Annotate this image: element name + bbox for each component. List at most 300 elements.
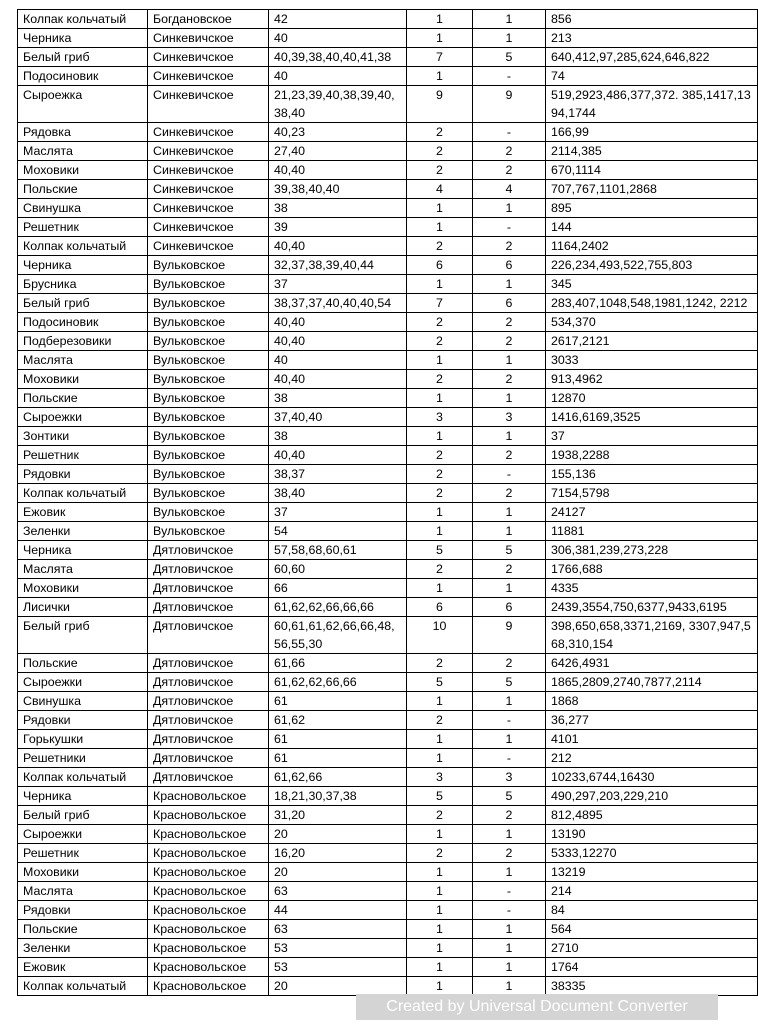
stand-ages-cell: 40 <box>269 29 407 48</box>
count-cell-2: 6 <box>473 294 546 313</box>
species-cell: Польские <box>18 180 148 199</box>
count-cell: 1 <box>407 10 473 29</box>
table-row <box>18 863 758 882</box>
stand-ages-cell: 32,37,38,39,40,44 <box>269 256 407 275</box>
count-cell-2: 4 <box>473 180 546 199</box>
count-cell: 6 <box>407 598 473 617</box>
table-row <box>18 939 758 958</box>
table-row <box>18 617 758 654</box>
table-row <box>18 123 758 142</box>
values-cell: 144 <box>546 218 758 237</box>
count-cell: 1 <box>407 67 473 86</box>
table-row <box>18 484 758 503</box>
table-row <box>18 920 758 939</box>
stand-ages-cell: 61,62 <box>269 711 407 730</box>
stand-ages-cell: 21,23,39,40,38,39,40, 38,40 <box>269 86 407 123</box>
table-row <box>18 673 758 692</box>
values-cell: 534,370 <box>546 313 758 332</box>
values-cell: 564 <box>546 920 758 939</box>
values-cell: 13190 <box>546 825 758 844</box>
table-row <box>18 313 758 332</box>
stand-ages-cell: 61,62,62,66,66,66 <box>269 598 407 617</box>
table-row <box>18 958 758 977</box>
count-cell-2: 3 <box>473 408 546 427</box>
species-cell: Зеленки <box>18 939 148 958</box>
count-cell: 2 <box>407 654 473 673</box>
species-cell: Рядовка <box>18 123 148 142</box>
site-cell: Дятловичское <box>148 560 269 579</box>
site-cell: Вульковское <box>148 446 269 465</box>
site-cell: Дятловичское <box>148 579 269 598</box>
count-cell-2: 6 <box>473 256 546 275</box>
count-cell: 1 <box>407 730 473 749</box>
stand-ages-cell: 39 <box>269 218 407 237</box>
table-row <box>18 142 758 161</box>
count-cell-2: 1 <box>473 825 546 844</box>
species-cell: Сыроежки <box>18 408 148 427</box>
stand-ages-cell: 38 <box>269 427 407 446</box>
species-cell: Маслята <box>18 142 148 161</box>
count-cell-2: 2 <box>473 332 546 351</box>
species-cell: Колпак кольчатый <box>18 977 148 996</box>
count-cell: 2 <box>407 332 473 351</box>
count-cell: 1 <box>407 29 473 48</box>
site-cell: Синкевичское <box>148 237 269 256</box>
species-cell: Зонтики <box>18 427 148 446</box>
stand-ages-cell: 61,66 <box>269 654 407 673</box>
site-cell: Красновольское <box>148 787 269 806</box>
values-cell: 1938,2288 <box>546 446 758 465</box>
species-cell: Рядовки <box>18 465 148 484</box>
count-cell: 1 <box>407 882 473 901</box>
table-row <box>18 218 758 237</box>
species-cell: Колпак кольчатый <box>18 237 148 256</box>
values-cell: 213 <box>546 29 758 48</box>
table-row <box>18 86 758 123</box>
count-cell-2: 1 <box>473 863 546 882</box>
count-cell-2: 1 <box>473 503 546 522</box>
species-cell: Моховики <box>18 579 148 598</box>
count-cell: 1 <box>407 863 473 882</box>
table-row <box>18 692 758 711</box>
site-cell: Синкевичское <box>148 199 269 218</box>
count-cell-2: - <box>473 749 546 768</box>
site-cell: Красновольское <box>148 977 269 996</box>
count-cell-2: 1 <box>473 351 546 370</box>
count-cell-2: - <box>473 218 546 237</box>
site-cell: Вульковское <box>148 275 269 294</box>
stand-ages-cell: 38 <box>269 199 407 218</box>
table-row <box>18 370 758 389</box>
count-cell: 2 <box>407 123 473 142</box>
count-cell: 1 <box>407 351 473 370</box>
count-cell: 1 <box>407 901 473 920</box>
site-cell: Вульковское <box>148 294 269 313</box>
count-cell: 1 <box>407 825 473 844</box>
species-cell: Колпак кольчатый <box>18 484 148 503</box>
site-cell: Синкевичское <box>148 48 269 67</box>
table-row <box>18 768 758 787</box>
values-cell: 2710 <box>546 939 758 958</box>
site-cell: Дятловичское <box>148 617 269 654</box>
stand-ages-cell: 37 <box>269 503 407 522</box>
site-cell: Синкевичское <box>148 142 269 161</box>
count-cell: 1 <box>407 275 473 294</box>
count-cell-2: 2 <box>473 142 546 161</box>
table-row <box>18 10 758 29</box>
site-cell: Вульковское <box>148 484 269 503</box>
species-cell: Лисички <box>18 598 148 617</box>
count-cell: 3 <box>407 768 473 787</box>
stand-ages-cell: 40,39,38,40,40,41,38 <box>269 48 407 67</box>
species-cell: Подосиновик <box>18 313 148 332</box>
species-cell: Рядовки <box>18 901 148 920</box>
count-cell-2: 9 <box>473 617 546 654</box>
site-cell: Вульковское <box>148 256 269 275</box>
count-cell: 1 <box>407 218 473 237</box>
stand-ages-cell: 38,37,37,40,40,40,54 <box>269 294 407 313</box>
table-row <box>18 29 758 48</box>
count-cell: 1 <box>407 427 473 446</box>
stand-ages-cell: 40,40 <box>269 237 407 256</box>
table-row <box>18 806 758 825</box>
values-cell: 2617,2121 <box>546 332 758 351</box>
values-cell: 895 <box>546 199 758 218</box>
stand-ages-cell: 53 <box>269 958 407 977</box>
table-row <box>18 465 758 484</box>
table-row <box>18 275 758 294</box>
values-cell: 1416,6169,3525 <box>546 408 758 427</box>
stand-ages-cell: 61,62,66 <box>269 768 407 787</box>
count-cell-2: - <box>473 711 546 730</box>
table-row <box>18 294 758 313</box>
values-cell: 398,650,658,3371,2169, 3307,947,568,310,154 <box>546 617 758 654</box>
values-cell: 24127 <box>546 503 758 522</box>
species-cell: Колпак кольчатый <box>18 768 148 787</box>
values-cell: 283,407,1048,548,1981,1242, 2212 <box>546 294 758 313</box>
species-cell: Моховики <box>18 161 148 180</box>
table-row <box>18 749 758 768</box>
site-cell: Дятловичское <box>148 711 269 730</box>
site-cell: Дятловичское <box>148 730 269 749</box>
count-cell-2: 1 <box>473 692 546 711</box>
count-cell: 7 <box>407 48 473 67</box>
table-row <box>18 882 758 901</box>
count-cell-2: 1 <box>473 939 546 958</box>
values-cell: 84 <box>546 901 758 920</box>
count-cell-2: 1 <box>473 522 546 541</box>
count-cell: 2 <box>407 161 473 180</box>
table-row <box>18 901 758 920</box>
count-cell: 1 <box>407 920 473 939</box>
count-cell: 1 <box>407 522 473 541</box>
site-cell: Вульковское <box>148 351 269 370</box>
values-cell: 7154,5798 <box>546 484 758 503</box>
site-cell: Красновольское <box>148 939 269 958</box>
count-cell-2: 1 <box>473 29 546 48</box>
count-cell-2: - <box>473 882 546 901</box>
species-cell: Подосиновик <box>18 67 148 86</box>
stand-ages-cell: 40,40 <box>269 370 407 389</box>
site-cell: Вульковское <box>148 465 269 484</box>
converter-watermark: Created by Universal Document Converter <box>356 994 718 1020</box>
table-row <box>18 560 758 579</box>
values-cell: 640,412,97,285,624,646,822 <box>546 48 758 67</box>
values-cell: 38335 <box>546 977 758 996</box>
count-cell: 2 <box>407 142 473 161</box>
count-cell-2: - <box>473 123 546 142</box>
count-cell-2: 5 <box>473 48 546 67</box>
count-cell-2: 1 <box>473 199 546 218</box>
table-row <box>18 977 758 996</box>
table-row <box>18 389 758 408</box>
count-cell: 2 <box>407 446 473 465</box>
stand-ages-cell: 66 <box>269 579 407 598</box>
table-row <box>18 787 758 806</box>
species-cell: Черника <box>18 787 148 806</box>
count-cell-2: 1 <box>473 579 546 598</box>
values-cell: 913,4962 <box>546 370 758 389</box>
count-cell-2: 1 <box>473 389 546 408</box>
count-cell: 2 <box>407 844 473 863</box>
values-cell: 13219 <box>546 863 758 882</box>
values-cell: 2439,3554,750,6377,9433,6195 <box>546 598 758 617</box>
count-cell-2: 1 <box>473 977 546 996</box>
count-cell: 2 <box>407 237 473 256</box>
stand-ages-cell: 44 <box>269 901 407 920</box>
stand-ages-cell: 40 <box>269 67 407 86</box>
stand-ages-cell: 20 <box>269 863 407 882</box>
species-cell: Белый гриб <box>18 48 148 67</box>
count-cell: 4 <box>407 180 473 199</box>
values-cell: 10233,6744,16430 <box>546 768 758 787</box>
stand-ages-cell: 61 <box>269 692 407 711</box>
values-cell: 856 <box>546 10 758 29</box>
count-cell-2: 2 <box>473 484 546 503</box>
species-cell: Брусника <box>18 275 148 294</box>
table-body <box>18 10 758 996</box>
table-row <box>18 237 758 256</box>
count-cell: 1 <box>407 692 473 711</box>
stand-ages-cell: 16,20 <box>269 844 407 863</box>
site-cell: Дятловичское <box>148 541 269 560</box>
count-cell: 1 <box>407 199 473 218</box>
count-cell: 2 <box>407 711 473 730</box>
stand-ages-cell: 61 <box>269 730 407 749</box>
values-cell: 11881 <box>546 522 758 541</box>
count-cell-2: 1 <box>473 275 546 294</box>
values-cell: 519,2923,486,377,372. 385,1417,1394,1744 <box>546 86 758 123</box>
count-cell: 2 <box>407 465 473 484</box>
count-cell: 1 <box>407 389 473 408</box>
table-row <box>18 598 758 617</box>
species-cell: Сыроежки <box>18 673 148 692</box>
site-cell: Синкевичское <box>148 123 269 142</box>
values-cell: 155,136 <box>546 465 758 484</box>
stand-ages-cell: 31,20 <box>269 806 407 825</box>
species-cell: Черника <box>18 541 148 560</box>
site-cell: Синкевичское <box>148 67 269 86</box>
table-row <box>18 199 758 218</box>
stand-ages-cell: 37 <box>269 275 407 294</box>
stand-ages-cell: 54 <box>269 522 407 541</box>
stand-ages-cell: 20 <box>269 977 407 996</box>
count-cell: 2 <box>407 484 473 503</box>
count-cell-2: 2 <box>473 560 546 579</box>
site-cell: Дятловичское <box>148 598 269 617</box>
species-cell: Польские <box>18 654 148 673</box>
table-row <box>18 844 758 863</box>
table-row <box>18 579 758 598</box>
table-row <box>18 825 758 844</box>
site-cell: Красновольское <box>148 844 269 863</box>
values-cell: 1868 <box>546 692 758 711</box>
count-cell-2: 2 <box>473 237 546 256</box>
stand-ages-cell: 38,37 <box>269 465 407 484</box>
site-cell: Дятловичское <box>148 768 269 787</box>
site-cell: Синкевичское <box>148 218 269 237</box>
stand-ages-cell: 38,40 <box>269 484 407 503</box>
site-cell: Синкевичское <box>148 180 269 199</box>
stand-ages-cell: 42 <box>269 10 407 29</box>
table-row <box>18 180 758 199</box>
species-cell: Свинушка <box>18 692 148 711</box>
count-cell-2: 2 <box>473 161 546 180</box>
count-cell: 10 <box>407 617 473 654</box>
count-cell-2: 5 <box>473 673 546 692</box>
site-cell: Вульковское <box>148 522 269 541</box>
stand-ages-cell: 39,38,40,40 <box>269 180 407 199</box>
species-cell: Польские <box>18 920 148 939</box>
species-cell: Моховики <box>18 863 148 882</box>
values-cell: 670,1114 <box>546 161 758 180</box>
count-cell-2: 2 <box>473 806 546 825</box>
stand-ages-cell: 60,60 <box>269 560 407 579</box>
count-cell-2: 5 <box>473 541 546 560</box>
count-cell: 9 <box>407 86 473 123</box>
species-cell: Зеленки <box>18 522 148 541</box>
count-cell: 5 <box>407 541 473 560</box>
stand-ages-cell: 40,40 <box>269 161 407 180</box>
species-cell: Решетники <box>18 749 148 768</box>
values-cell: 36,277 <box>546 711 758 730</box>
count-cell: 1 <box>407 977 473 996</box>
count-cell: 1 <box>407 939 473 958</box>
species-cell: Решетник <box>18 446 148 465</box>
values-cell: 1164,2402 <box>546 237 758 256</box>
count-cell-2: 1 <box>473 10 546 29</box>
stand-ages-cell: 40,23 <box>269 123 407 142</box>
table-row <box>18 256 758 275</box>
count-cell: 1 <box>407 579 473 598</box>
site-cell: Красновольское <box>148 825 269 844</box>
stand-ages-cell: 38 <box>269 389 407 408</box>
species-cell: Черника <box>18 256 148 275</box>
species-cell: Колпак кольчатый <box>18 10 148 29</box>
species-cell: Моховики <box>18 370 148 389</box>
table-row <box>18 67 758 86</box>
count-cell: 3 <box>407 408 473 427</box>
count-cell: 7 <box>407 294 473 313</box>
table-row <box>18 522 758 541</box>
table-row <box>18 332 758 351</box>
site-cell: Вульковское <box>148 332 269 351</box>
stand-ages-cell: 20 <box>269 825 407 844</box>
species-cell: Белый гриб <box>18 294 148 313</box>
values-cell: 37 <box>546 427 758 446</box>
species-cell: Сыроежки <box>18 825 148 844</box>
values-cell: 345 <box>546 275 758 294</box>
count-cell-2: 1 <box>473 730 546 749</box>
table-row <box>18 427 758 446</box>
values-cell: 214 <box>546 882 758 901</box>
count-cell-2: 6 <box>473 598 546 617</box>
count-cell-2: 1 <box>473 427 546 446</box>
stand-ages-cell: 61 <box>269 749 407 768</box>
values-cell: 1766,688 <box>546 560 758 579</box>
count-cell-2: 1 <box>473 958 546 977</box>
values-cell: 490,297,203,229,210 <box>546 787 758 806</box>
count-cell-2: - <box>473 67 546 86</box>
species-cell: Решетник <box>18 218 148 237</box>
values-cell: 12870 <box>546 389 758 408</box>
stand-ages-cell: 40,40 <box>269 313 407 332</box>
count-cell: 5 <box>407 673 473 692</box>
site-cell: Дятловичское <box>148 749 269 768</box>
count-cell-2: 2 <box>473 654 546 673</box>
species-cell: Белый гриб <box>18 617 148 654</box>
count-cell-2: 9 <box>473 86 546 123</box>
stand-ages-cell: 61,62,62,66,66 <box>269 673 407 692</box>
values-cell: 226,234,493,522,755,803 <box>546 256 758 275</box>
site-cell: Красновольское <box>148 882 269 901</box>
table-row <box>18 161 758 180</box>
species-cell: Сыроежка <box>18 86 148 123</box>
species-cell: Горькушки <box>18 730 148 749</box>
species-cell: Свинушка <box>18 199 148 218</box>
site-cell: Вульковское <box>148 389 269 408</box>
species-cell: Маслята <box>18 882 148 901</box>
values-cell: 5333,12270 <box>546 844 758 863</box>
count-cell-2: 2 <box>473 313 546 332</box>
table-row <box>18 351 758 370</box>
count-cell-2: - <box>473 465 546 484</box>
count-cell-2: 5 <box>473 787 546 806</box>
stand-ages-cell: 40 <box>269 351 407 370</box>
site-cell: Вульковское <box>148 427 269 446</box>
species-cell: Маслята <box>18 560 148 579</box>
species-cell: Белый гриб <box>18 806 148 825</box>
values-cell: 6426,4931 <box>546 654 758 673</box>
stand-ages-cell: 63 <box>269 882 407 901</box>
table-row <box>18 730 758 749</box>
site-cell: Богдановское <box>148 10 269 29</box>
count-cell-2: 2 <box>473 844 546 863</box>
values-cell: 212 <box>546 749 758 768</box>
species-cell: Польские <box>18 389 148 408</box>
count-cell: 1 <box>407 503 473 522</box>
stand-ages-cell: 63 <box>269 920 407 939</box>
table-row <box>18 711 758 730</box>
stand-ages-cell: 37,40,40 <box>269 408 407 427</box>
table-row <box>18 654 758 673</box>
site-cell: Вульковское <box>148 503 269 522</box>
values-cell: 812,4895 <box>546 806 758 825</box>
values-cell: 4335 <box>546 579 758 598</box>
stand-ages-cell: 27,40 <box>269 142 407 161</box>
stand-ages-cell: 53 <box>269 939 407 958</box>
site-cell: Красновольское <box>148 920 269 939</box>
